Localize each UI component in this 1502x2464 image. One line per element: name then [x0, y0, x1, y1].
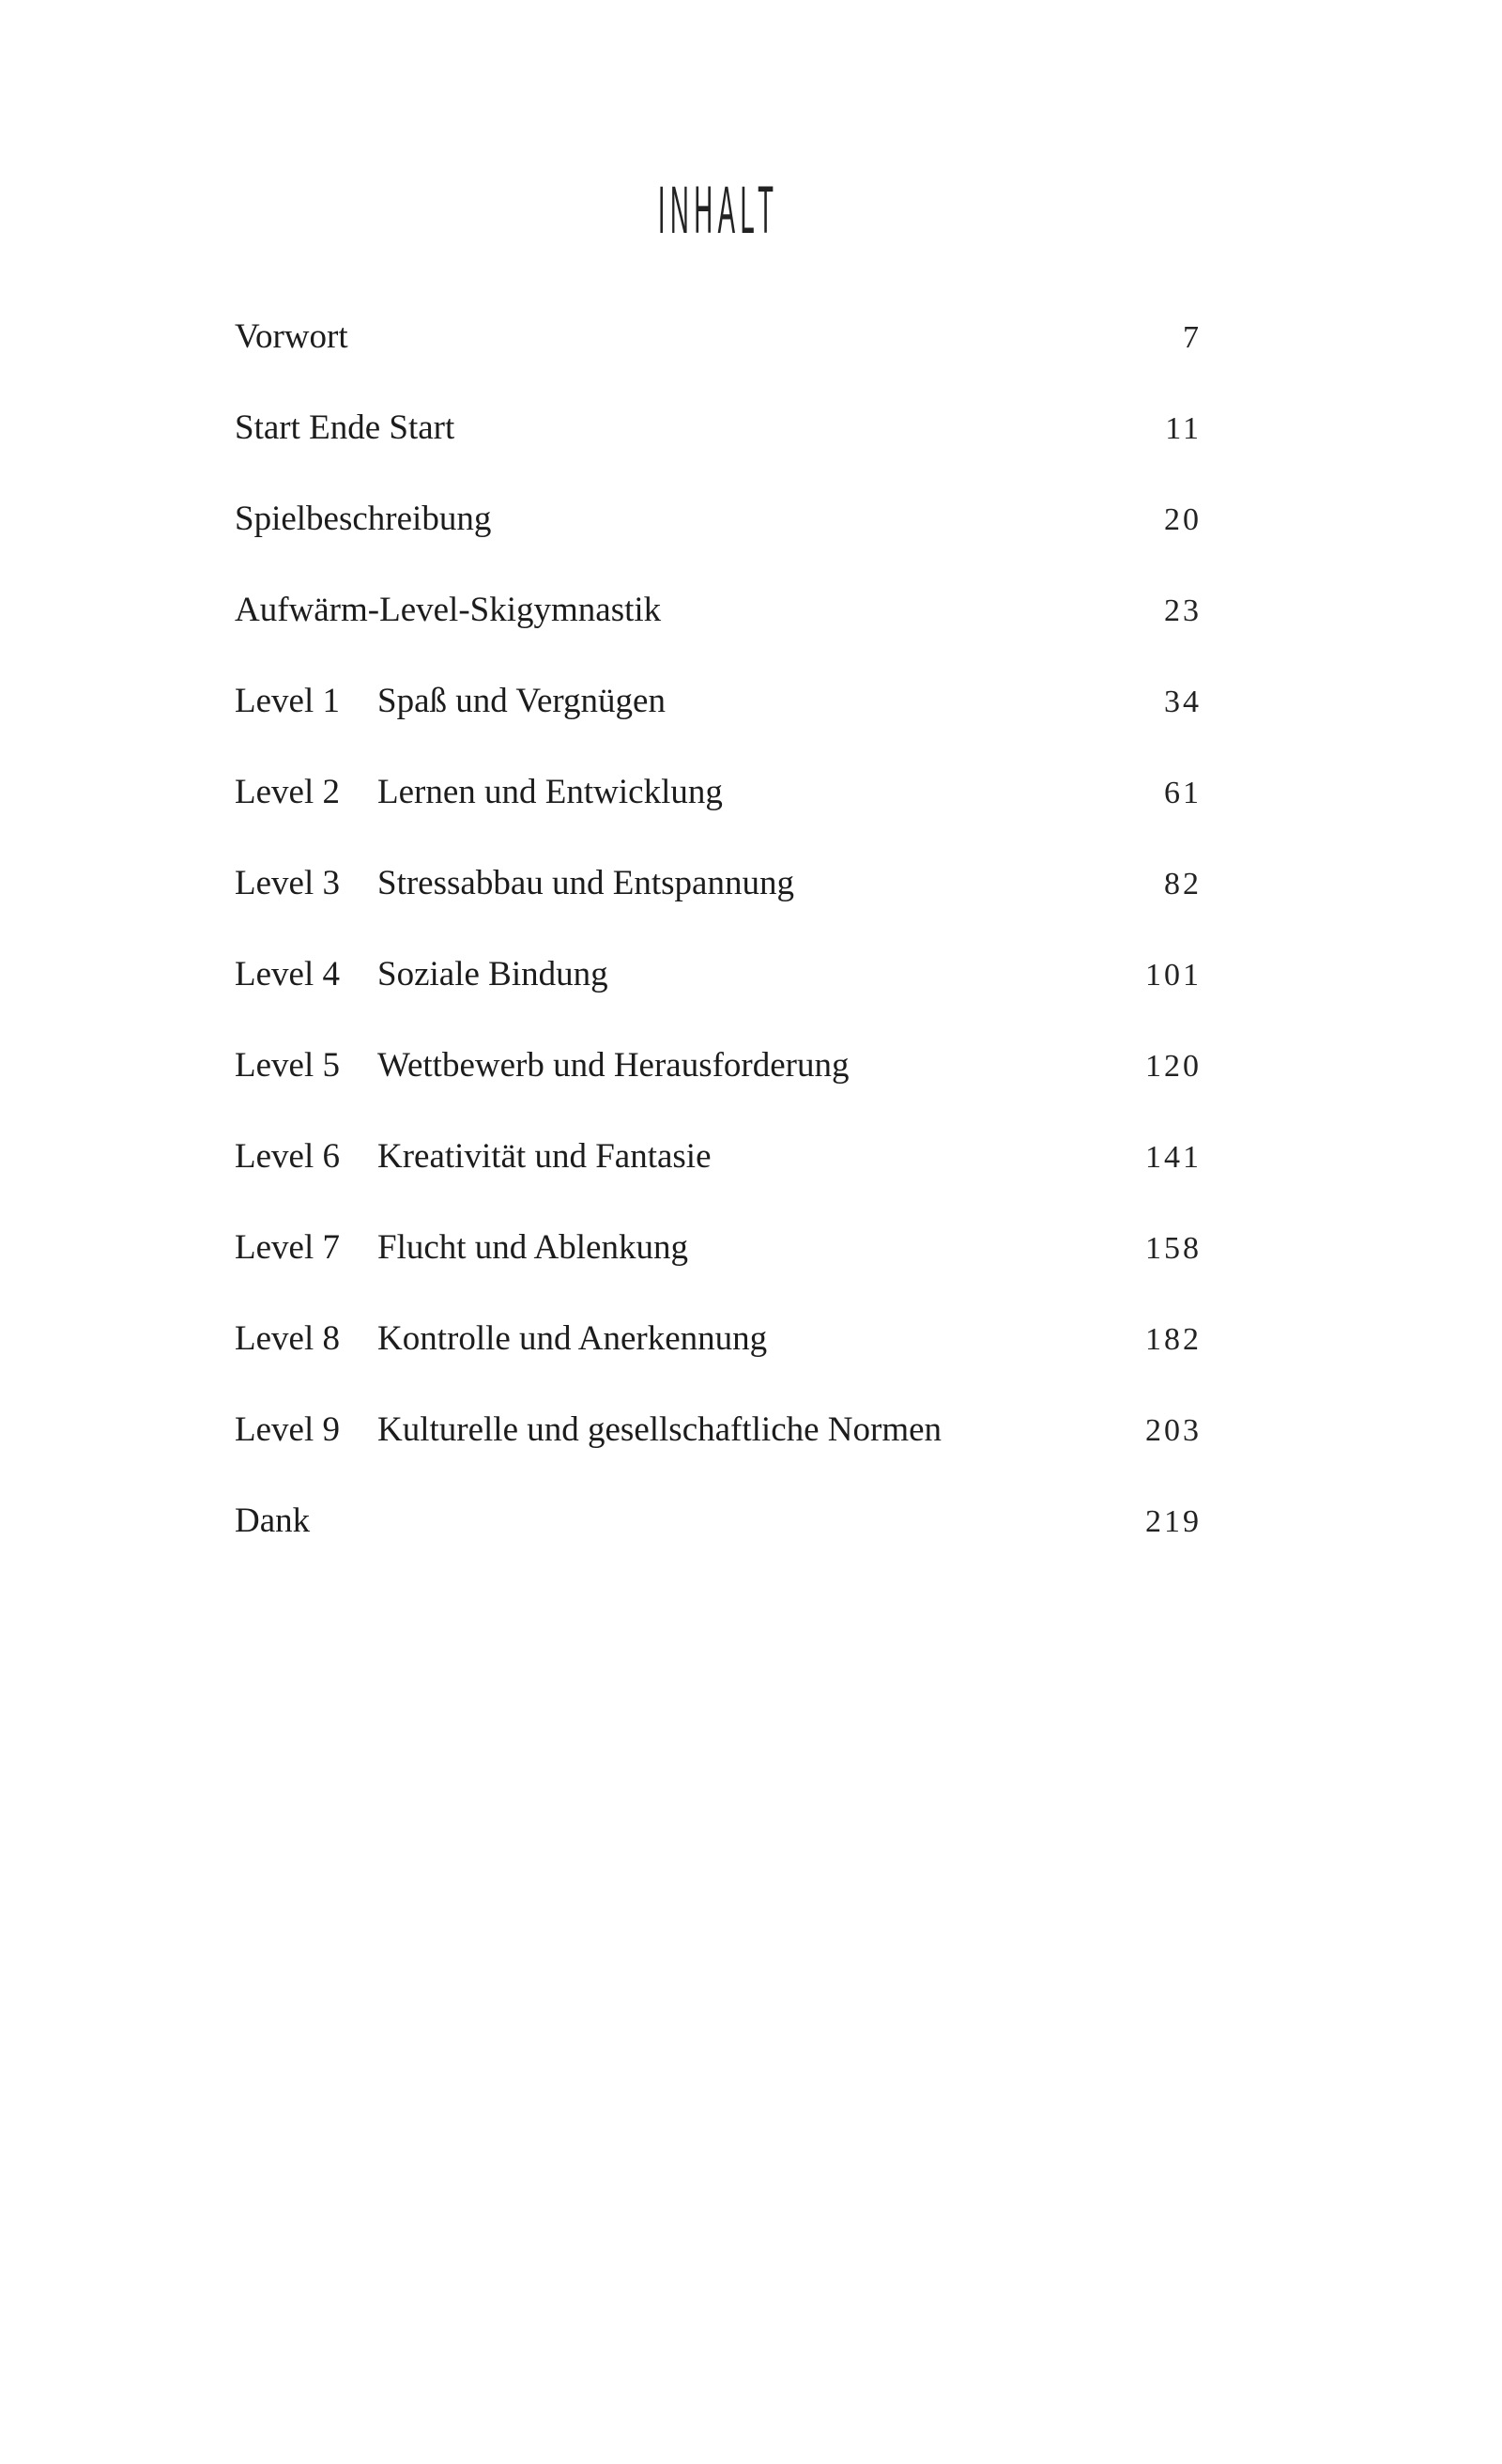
toc-entry-title: Flucht und Ablenkung	[377, 1228, 688, 1267]
toc-entry-title: Wettbewerb und Herausforderung	[377, 1046, 850, 1085]
toc-entry-level: Level 4	[235, 955, 340, 993]
toc-entry-level: Level 8	[235, 1319, 340, 1358]
toc-entry-level: Level 6	[235, 1137, 340, 1176]
toc-entry-page: 7	[1183, 320, 1202, 355]
toc-entry	[235, 1202, 1202, 1293]
toc-entry-title: Kontrolle und Anerkennung	[377, 1319, 768, 1358]
toc-entry	[235, 382, 1202, 473]
toc-entry-title: Kulturelle und gesellschaftliche Normen	[377, 1410, 943, 1449]
toc-entry	[235, 655, 1202, 747]
toc-entry-title: Vorwort	[235, 317, 348, 356]
toc-entry-title: Aufwärm-Level-Skigymnastik	[235, 591, 662, 629]
page-title-wrap	[235, 155, 1202, 263]
toc-entry-page: 120	[1145, 1049, 1202, 1084]
toc-entry-title: Stressabbau und Entspannung	[377, 864, 794, 902]
toc-entry-page: 61	[1164, 776, 1202, 810]
toc-entry-title: Spaß und Vergnügen	[377, 682, 666, 720]
toc-entry	[235, 929, 1202, 1020]
toc-entry-page: 158	[1145, 1231, 1202, 1266]
toc-entry	[235, 1384, 1202, 1475]
toc-entry	[235, 473, 1202, 564]
toc-entry-page: 82	[1164, 867, 1202, 901]
page-title: INHALT	[657, 171, 779, 247]
toc-entry-title: Lernen und Entwicklung	[377, 773, 723, 811]
toc-entry-level: Level 2	[235, 773, 340, 811]
toc-entry-level: Level 1	[235, 682, 340, 720]
toc-entry-page: 23	[1164, 593, 1202, 628]
toc-entry-title: Dank	[235, 1502, 311, 1540]
toc-entry	[235, 747, 1202, 838]
toc-entry-level: Level 9	[235, 1410, 340, 1449]
table-of-contents	[235, 291, 1202, 1566]
toc-entry	[235, 838, 1202, 929]
toc-entry	[235, 1475, 1202, 1566]
toc-entry-level: Level 3	[235, 864, 340, 902]
toc-entry-title: Kreativität und Fantasie	[377, 1137, 712, 1176]
toc-entry-page: 182	[1145, 1322, 1202, 1357]
toc-entry-page: 20	[1164, 502, 1202, 537]
toc-entry	[235, 1293, 1202, 1384]
toc-entry-title: Start Ende Start	[235, 408, 455, 447]
toc-entry-level: Level 7	[235, 1228, 340, 1267]
toc-entry-title: Spielbeschreibung	[235, 500, 492, 538]
toc-entry	[235, 564, 1202, 655]
toc-entry-page: 219	[1145, 1504, 1202, 1539]
toc-entry-page: 141	[1145, 1140, 1202, 1175]
toc-entry	[235, 1111, 1202, 1202]
toc-entry	[235, 291, 1202, 382]
toc-entry-page: 11	[1165, 411, 1202, 446]
toc-page	[235, 0, 1202, 1566]
toc-entry	[235, 1020, 1202, 1111]
toc-entry-level: Level 5	[235, 1046, 340, 1085]
toc-entry-page: 203	[1145, 1413, 1202, 1448]
toc-entry-page: 34	[1164, 685, 1202, 719]
toc-entry-title: Soziale Bindung	[377, 955, 608, 993]
toc-entry-page: 101	[1145, 958, 1202, 993]
